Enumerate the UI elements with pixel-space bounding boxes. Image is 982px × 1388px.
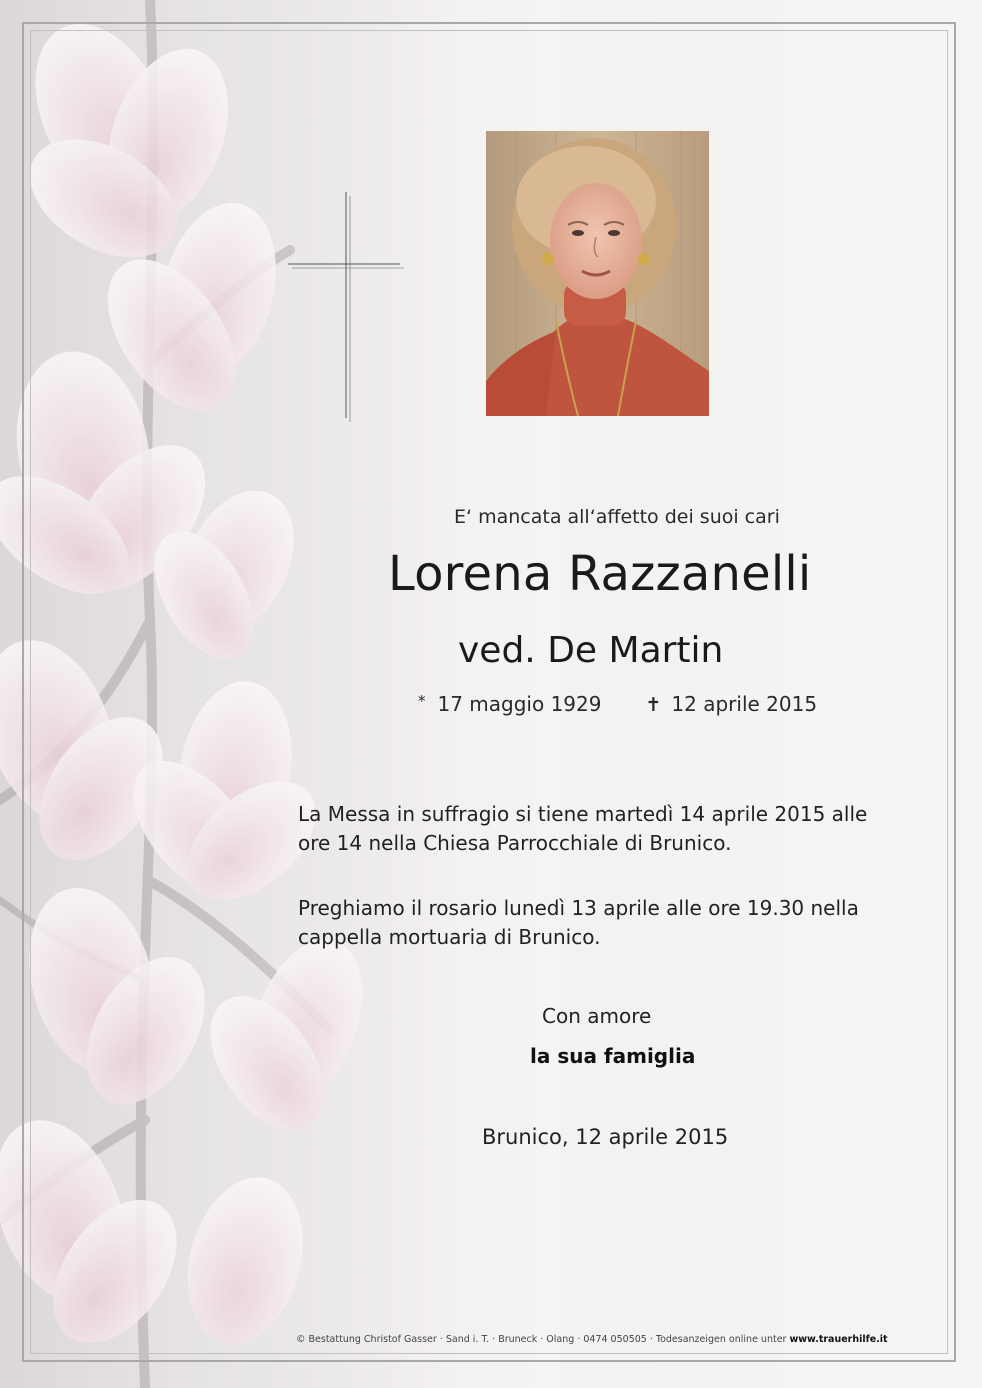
birth-star-icon: * <box>418 692 426 710</box>
family-signature: la sua famiglia <box>530 1044 696 1068</box>
latin-cross-icon <box>288 192 404 422</box>
birth-date: 17 maggio 1929 <box>437 692 602 716</box>
footer-text: © Bestattung Christof Gasser · Sand i. T. · Bruneck · Olang · 0474 050505 · Todesanzeigen online unter <box>296 1334 787 1345</box>
closing-text: Con amore <box>542 1004 652 1028</box>
life-dates <box>418 692 817 716</box>
footer-website-link[interactable]: www.trauerhilfe.it <box>789 1334 888 1345</box>
footer-credit <box>296 1334 888 1345</box>
place-date: Brunico, 12 aprile 2015 <box>482 1125 729 1149</box>
rosary-announcement: Preghiamo il rosario lunedì 13 aprile alle ore 19.30 nella cappella mortuaria di Brunico. <box>298 896 859 949</box>
deceased-name: Lorena Razzanelli <box>388 546 812 602</box>
death-cross-icon: ✝ <box>645 694 662 716</box>
mass-announcement: La Messa in suffragio si tiene martedì 14 aprile 2015 alle ore 14 nella Chiesa Parrocchiale di Brunico. <box>298 802 868 855</box>
widow-of-text: ved. De Martin <box>458 630 724 671</box>
portrait-photo <box>486 131 709 416</box>
death-date: 12 aprile 2015 <box>671 692 818 716</box>
intro-text: E‘ mancata all‘affetto dei suoi cari <box>454 506 780 528</box>
